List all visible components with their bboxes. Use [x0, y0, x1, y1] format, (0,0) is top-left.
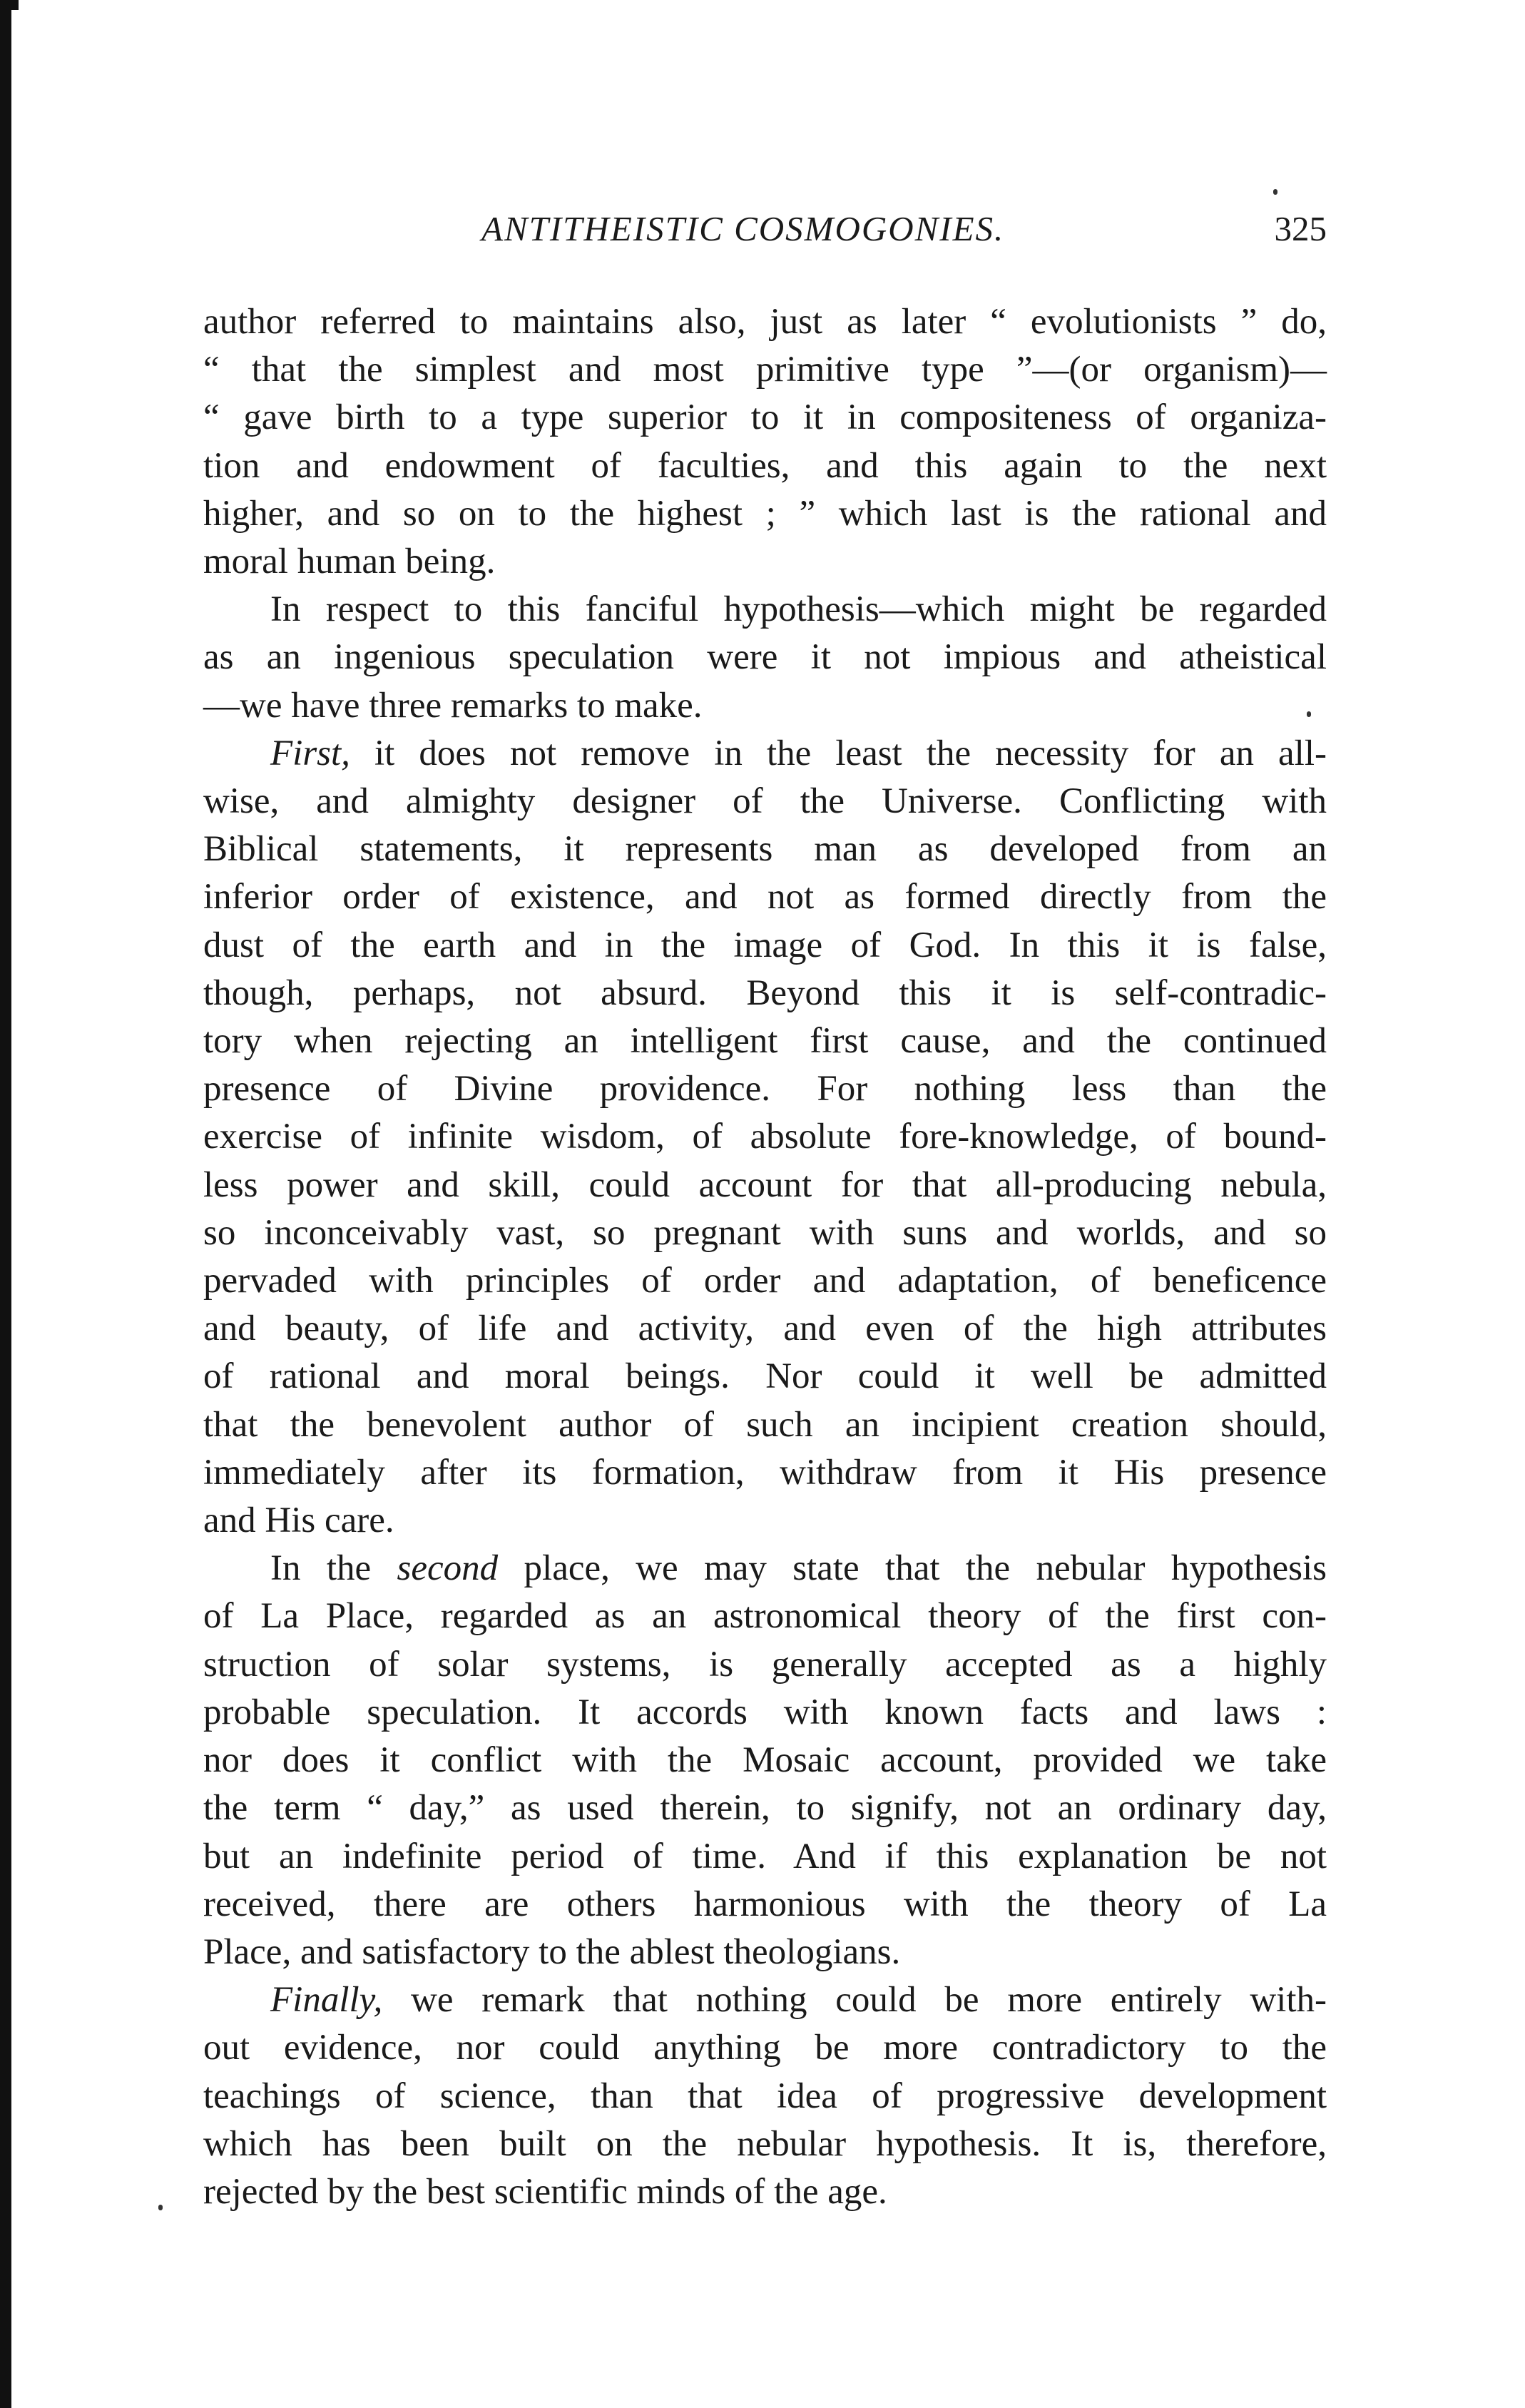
- text-line: In respect to this fanciful hypothesis—which might be regarded: [270, 589, 1327, 630]
- text-line: dust of the earth and in the image of God. In this it is false,: [203, 925, 1327, 965]
- text-line: of rational and moral beings. Nor could it well be admitted: [203, 1356, 1327, 1397]
- binding-edge: [0, 0, 11, 2408]
- text-line: [203, 730, 1327, 778]
- text-line: author referred to maintains also, just as later “ evolutionists ” do,: [203, 302, 1327, 342]
- page-number: 325: [1274, 209, 1327, 248]
- text-line: the term “ day,” as used therein, to signify, not an ordinary day,: [203, 1788, 1327, 1829]
- line-text: it does not remove in the least the necessity for an all-: [350, 733, 1327, 773]
- text-line: [203, 1545, 1327, 1592]
- line-lead: In the: [270, 1548, 397, 1589]
- text-line: less power and skill, could account for that all-producing nebula,: [203, 1164, 1327, 1205]
- line-text: we remark that nothing could be more entirely with-: [382, 1980, 1327, 2021]
- text-line: tory when rejecting an intelligent first cause, and the continued: [203, 1021, 1327, 1062]
- text-line: moral human being.: [203, 542, 496, 582]
- print-speck: [158, 2205, 163, 2210]
- text-line: but an indefinite period of time. And if this explanation be not: [203, 1836, 1327, 1876]
- text-line: which has been built on the nebular hypothesis. It is, therefore,: [203, 2123, 1327, 2164]
- text-line: “ gave birth to a type superior to it in compositeness of organiza-: [203, 397, 1327, 438]
- page-header: [203, 204, 1327, 254]
- print-speck: [1273, 189, 1277, 195]
- text-line: pervaded with principles of order and adaptation, of beneficence: [203, 1261, 1327, 1301]
- text-line: inferior order of existence, and not as formed directly from the: [203, 877, 1327, 918]
- text-body: [203, 298, 1327, 2216]
- text-line: Biblical statements, it represents man as developed from an: [203, 829, 1327, 870]
- text-line: of La Place, regarded as an astronomical theory of the first con-: [203, 1596, 1327, 1637]
- italic-lead: First,: [270, 733, 350, 773]
- paragraph: [203, 586, 1327, 730]
- text-line: though, perhaps, not absurd. Beyond this it is self-contradic-: [203, 972, 1327, 1013]
- text-line: so inconceivably vast, so pregnant with suns and worlds, and so: [203, 1212, 1327, 1253]
- running-title: ANTITHEISTIC COSMOGONIES.: [481, 209, 1005, 248]
- paragraph: [203, 1545, 1327, 1976]
- text-line: wise, and almighty designer of the Universe. Conflicting with: [203, 781, 1327, 822]
- line-text: place, we may state that the nebular hypothesis: [498, 1548, 1327, 1589]
- text-line: “ that the simplest and most primitive type ”—(or organism)—: [203, 350, 1327, 390]
- text-line: out evidence, nor could anything be more contradictory to the: [203, 2028, 1327, 2068]
- text-line: nor does it conflict with the Mosaic account, provided we take: [203, 1740, 1327, 1781]
- text-line: Place, and satisfactory to the ablest theologians.: [203, 1931, 901, 1972]
- text-line: probable speculation. It accords with known facts and laws :: [203, 1692, 1327, 1732]
- paragraph: [203, 730, 1327, 1545]
- paragraph: [203, 1976, 1327, 2216]
- text-line: higher, and so on to the highest ; ” which last is the rational and: [203, 493, 1327, 534]
- text-line: received, there are others harmonious with the theory of La: [203, 1884, 1327, 1924]
- text-line: immediately after its formation, withdraw from it His presence: [203, 1452, 1327, 1493]
- italic-lead: second: [397, 1548, 499, 1589]
- text-line: tion and endowment of faculties, and this again to the next: [203, 445, 1327, 486]
- text-line: [203, 1976, 1327, 2024]
- text-line: that the benevolent author of such an incipient creation should,: [203, 1404, 1327, 1445]
- text-line: rejected by the best scientific minds of the age.: [203, 2171, 887, 2212]
- text-line: and His care.: [203, 1500, 394, 1541]
- text-line: as an ingenious speculation were it not impious and atheistical: [203, 637, 1327, 678]
- text-line: exercise of infinite wisdom, of absolute fore-knowledge, of bound-: [203, 1117, 1327, 1157]
- text-line: —we have three remarks to make.: [203, 685, 703, 726]
- text-line: struction of solar systems, is generally accepted as a highly: [203, 1644, 1327, 1685]
- text-line: presence of Divine providence. For nothing less than the: [203, 1069, 1327, 1109]
- italic-lead: Finally,: [270, 1980, 383, 2021]
- text-line: teachings of science, than that idea of progressive development: [203, 2076, 1327, 2116]
- paragraph: [203, 298, 1327, 586]
- binding-mark: [11, 0, 19, 10]
- text-line: and beauty, of life and activity, and even of the high attributes: [203, 1309, 1327, 1349]
